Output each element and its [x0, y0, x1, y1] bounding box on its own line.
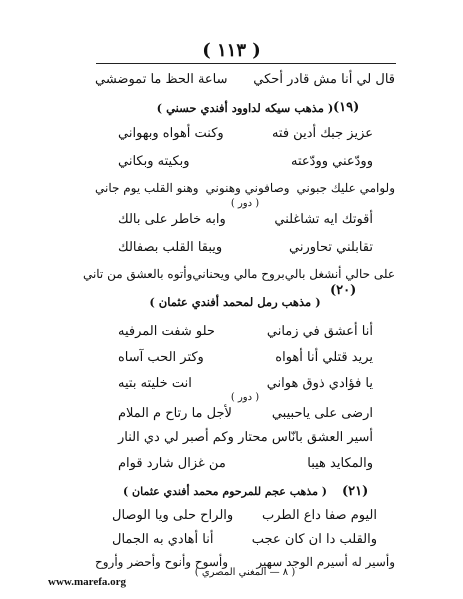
- verse-b: وكتر الحب آساه: [118, 350, 204, 365]
- verse-a: وأسير له أسيرم الوجد سهير: [256, 555, 395, 569]
- verse-c: وهنو القلب يوم جاني: [95, 181, 199, 195]
- verse-b: بروح مالي ويحناني: [192, 267, 285, 281]
- poem-line: [118, 124, 373, 144]
- poem-line: [118, 322, 373, 342]
- section-19-title: ( مذهب سيكه لداوود أفندي حسني ): [156, 101, 334, 115]
- verse-b: انت خليته بتيه: [118, 376, 192, 391]
- poem-line: [118, 428, 373, 448]
- verse-b: وابه خاطر على بالك: [118, 212, 226, 227]
- intro-line: [95, 70, 395, 90]
- verse-a: يريد قتلي أنا أهواه: [275, 350, 373, 365]
- verse-c: وأتوه بالعشق من تاني: [82, 267, 193, 281]
- poem-line: [118, 238, 373, 258]
- verse-a: أنا أعشق في زماني: [266, 324, 373, 339]
- section-21-title: ( مذهب عجم للمرحوم محمد أفندي عثمان ): [123, 485, 327, 498]
- section-20-heading: [105, 292, 365, 312]
- poem-line: [112, 506, 377, 526]
- intro-verse-b: ساعة الحظ ما تموضشي: [95, 72, 228, 87]
- verse-b: وبكيته وبكاني: [118, 154, 190, 169]
- verse-a: يا فؤادي ذوق هواني: [266, 376, 373, 391]
- poem-line: [118, 454, 373, 474]
- poem-line: [118, 152, 373, 172]
- verse-b: وأسوح وأنوح وأحضر وأروح: [95, 555, 229, 569]
- section-19-number: (١٩): [333, 100, 360, 115]
- verse-b: أنا أهادي به الجمال: [112, 532, 214, 547]
- verse-a: أسير العشق بانّاس محتار: [238, 430, 373, 445]
- verse-b: وصافوني وهنوني: [205, 181, 290, 195]
- verse-b: لأجل ما رتاح م الملام: [118, 406, 232, 421]
- verse-a: اليوم صفا داع الطرب: [261, 508, 377, 523]
- verse-a: والقلب دا ان كان عجب: [251, 532, 377, 547]
- verse-a: وودّعني وودّعته: [291, 154, 373, 169]
- verse-a: والمكايد هيبا: [307, 456, 373, 471]
- verse-a: أقوتك ايه تشاغلني: [274, 212, 373, 227]
- poem-line: [118, 210, 373, 230]
- section-20-number: (٢٠): [330, 283, 357, 298]
- poem-line: [118, 404, 373, 424]
- dor-label: ( دور ): [230, 198, 260, 209]
- verse-a: ارضى على ياحبيبي: [271, 406, 373, 421]
- intro-verse-a: قال لي أنا مش قادر أحكي: [253, 72, 395, 87]
- verse-b: وكنت أهواه وبهواني: [118, 126, 224, 141]
- page-number: ( ١١٣ ): [202, 40, 261, 61]
- footer-note: ( ٨ — المغني المصري ): [194, 567, 296, 578]
- poem-line: [112, 530, 377, 550]
- verse-a: على حالي أنشغل بالي: [284, 267, 395, 281]
- verse-a: تقابلني تحاورني: [289, 240, 373, 255]
- verse-a: عزيز جبك أدين فته: [271, 126, 373, 141]
- section-21-heading: [105, 482, 345, 502]
- verse-b: حلو شفت المرفيه: [118, 324, 215, 339]
- dor-label: ( دور ): [230, 392, 260, 403]
- header-rule: [96, 63, 396, 64]
- verse-b: والراح حلى ويا الوصال: [112, 508, 234, 523]
- section-21-number: (٢١): [342, 484, 369, 499]
- verse-b: وكم أصبر لي دي النار: [118, 430, 234, 445]
- verse-b: ويبقا القلب بصفالك: [118, 240, 223, 255]
- verse-b: من غزال شارد قوام: [118, 456, 226, 471]
- section-20-title: ( مذهب رمل لمحمد أفندي عثمان ): [149, 295, 321, 309]
- footer-url: www.marefa.org: [48, 576, 126, 588]
- verse-a: ولوامي عليك جبوني: [296, 181, 395, 195]
- poem-line: [118, 348, 373, 368]
